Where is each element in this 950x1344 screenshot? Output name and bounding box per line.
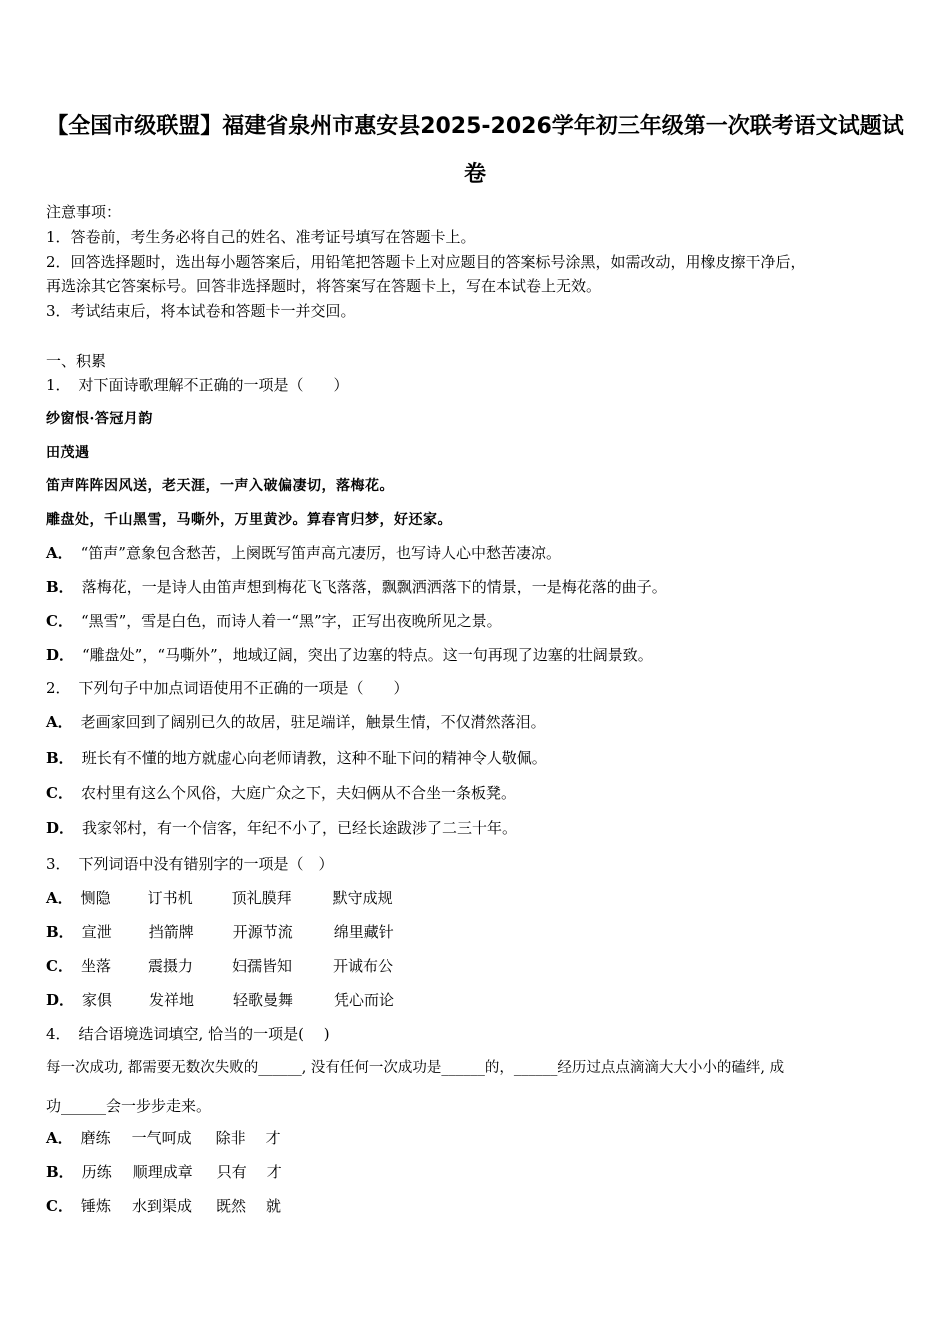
word: 轻歌曼舞 bbox=[233, 991, 294, 1009]
word: 挡箭牌 bbox=[148, 923, 194, 941]
option-label: B． bbox=[46, 749, 74, 767]
option-label: A． bbox=[46, 713, 73, 731]
option-label: B． bbox=[46, 578, 74, 596]
note-3: 3．考试结束后，将本试卷和答题卡一并交回。 bbox=[46, 302, 356, 320]
word: 订书机 bbox=[147, 889, 193, 907]
passage-line-1: 每一次成功, 都需要无数次失败的______, 没有任何一次成功是______的，______经历过点点滴滴大大小小的磕绊, 成 bbox=[46, 1060, 785, 1076]
word: 历练 bbox=[81, 1163, 112, 1181]
option-text: “黑雪”，雪是白色，而诗人着一“黑”字，正写出夜晚所见之景。 bbox=[80, 612, 502, 630]
option-label: C． bbox=[46, 784, 73, 802]
option-label: A． bbox=[46, 889, 73, 907]
option-d bbox=[46, 645, 653, 665]
word: 震摄力 bbox=[147, 957, 193, 975]
note-1: 1．答卷前，考生务必将自己的姓名、准考证号填写在答题卡上。 bbox=[46, 228, 476, 246]
option-label: D． bbox=[46, 819, 75, 837]
option-label: B． bbox=[46, 1163, 74, 1181]
question-1 bbox=[46, 375, 349, 395]
question-number: 3． bbox=[46, 855, 71, 873]
option-c bbox=[46, 956, 393, 976]
notes-heading: 注意事项： bbox=[46, 203, 122, 221]
option-text: 落梅花，一是诗人由笛声想到梅花飞飞落落，飘飘洒洒落下的情景，一是梅花落的曲子。 bbox=[81, 578, 667, 596]
question-number: 4． bbox=[46, 1025, 71, 1043]
option-text: 我家邻村，有一个信客，年纪不小了，已经长途跋涉了二三十年。 bbox=[82, 819, 518, 837]
word: 才 bbox=[266, 1163, 282, 1181]
question-4 bbox=[46, 1024, 330, 1044]
option-a bbox=[46, 543, 561, 563]
poem-line-2: 雕盘处，千山黑雪，马嘶外，万里黄沙。算春宵归梦，好还家。 bbox=[46, 512, 452, 528]
question-3 bbox=[46, 854, 334, 874]
question-stem: 结合语境选词填空, 恰当的一项是( ) bbox=[78, 1025, 330, 1043]
question-stem: 下列词语中没有错别字的一项是（ ） bbox=[78, 855, 334, 873]
word: 顶礼膜拜 bbox=[231, 889, 292, 907]
word: 默守成规 bbox=[332, 889, 393, 907]
word: 磨练 bbox=[80, 1129, 111, 1147]
word: 坐落 bbox=[80, 957, 111, 975]
option-label: C． bbox=[46, 612, 73, 630]
option-text: 老画家回到了阔别已久的故居，驻足端详，触景生情，不仅潸然落泪。 bbox=[80, 713, 546, 731]
word: 恻隐 bbox=[80, 889, 111, 907]
exam-title-line2: 卷 bbox=[463, 162, 486, 187]
option-c bbox=[46, 783, 516, 803]
option-a bbox=[46, 888, 393, 908]
option-d bbox=[46, 818, 517, 838]
word: 开诚布公 bbox=[332, 957, 393, 975]
word: 水到渠成 bbox=[131, 1197, 192, 1215]
word: 宣泄 bbox=[81, 923, 112, 941]
question-number: 2． bbox=[46, 679, 71, 697]
option-d bbox=[46, 990, 394, 1010]
option-label: D． bbox=[46, 646, 75, 664]
word: 就 bbox=[265, 1197, 281, 1215]
option-b bbox=[46, 577, 667, 597]
option-text: “雕盘处”，“马嘶外”，地域辽阔，突出了边塞的特点。这一句再现了边塞的壮阔景致。 bbox=[82, 646, 653, 664]
option-a bbox=[46, 712, 546, 732]
question-stem: 对下面诗歌理解不正确的一项是（ ） bbox=[78, 376, 349, 394]
option-c bbox=[46, 611, 502, 631]
option-b bbox=[46, 748, 547, 768]
word: 除非 bbox=[215, 1129, 246, 1147]
word: 凭心而论 bbox=[334, 991, 395, 1009]
word: 妇孺皆知 bbox=[231, 957, 292, 975]
word: 只有 bbox=[216, 1163, 247, 1181]
question-2 bbox=[46, 678, 409, 698]
word: 才 bbox=[265, 1129, 281, 1147]
poem-line-1: 笛声阵阵因风送，老天涯，一声入破偏凄切，落梅花。 bbox=[46, 478, 394, 494]
word: 绵里藏针 bbox=[333, 923, 394, 941]
section-heading: 一、积累 bbox=[46, 352, 107, 370]
option-b bbox=[46, 922, 394, 942]
poem-author: 田茂遇 bbox=[46, 445, 90, 461]
option-c bbox=[46, 1196, 281, 1216]
option-text: 农村里有这么个风俗，大庭广众之下，夫妇俩从不合坐一条板凳。 bbox=[80, 784, 516, 802]
option-text: 班长有不懂的地方就虚心向老师请教，这种不耻下问的精神令人敬佩。 bbox=[81, 749, 547, 767]
word: 家俱 bbox=[82, 991, 113, 1009]
option-a bbox=[46, 1128, 281, 1148]
word: 发祥地 bbox=[149, 991, 195, 1009]
question-stem: 下列句子中加点词语使用不正确的一项是（ ） bbox=[78, 679, 409, 697]
option-label: A． bbox=[46, 544, 73, 562]
option-text: “笛声”意象包含愁苦，上阕既写笛声高亢凄厉，也写诗人心中愁苦凄凉。 bbox=[80, 544, 561, 562]
word: 开源节流 bbox=[232, 923, 293, 941]
passage-line-2: 功______会一步步走来。 bbox=[46, 1097, 212, 1115]
word: 既然 bbox=[215, 1197, 246, 1215]
word: 一气呵成 bbox=[131, 1129, 192, 1147]
option-label: D． bbox=[46, 991, 75, 1009]
poem-title: 纱窗恨·答冠月韵 bbox=[46, 411, 153, 427]
option-label: C． bbox=[46, 1197, 73, 1215]
word: 锤炼 bbox=[80, 1197, 111, 1215]
exam-title-line1: 【全国市级联盟】福建省泉州市惠安县2025-2026学年初三年级第一次联考语文试题试 bbox=[46, 114, 904, 139]
word: 顺理成章 bbox=[132, 1163, 193, 1181]
note-2-line2: 再选涂其它答案标号。回答非选择题时，将答案写在答题卡上，写在本试卷上无效。 bbox=[46, 277, 602, 295]
option-b bbox=[46, 1162, 282, 1182]
option-label: A． bbox=[46, 1129, 73, 1147]
note-2-line1: 2．回答选择题时，选出每小题答案后，用铅笔把答题卡上对应题目的答案标号涂黑，如需改动，用橡皮擦干净后， bbox=[46, 253, 806, 271]
option-label: C． bbox=[46, 957, 73, 975]
question-number: 1． bbox=[46, 376, 71, 394]
option-label: B． bbox=[46, 923, 74, 941]
